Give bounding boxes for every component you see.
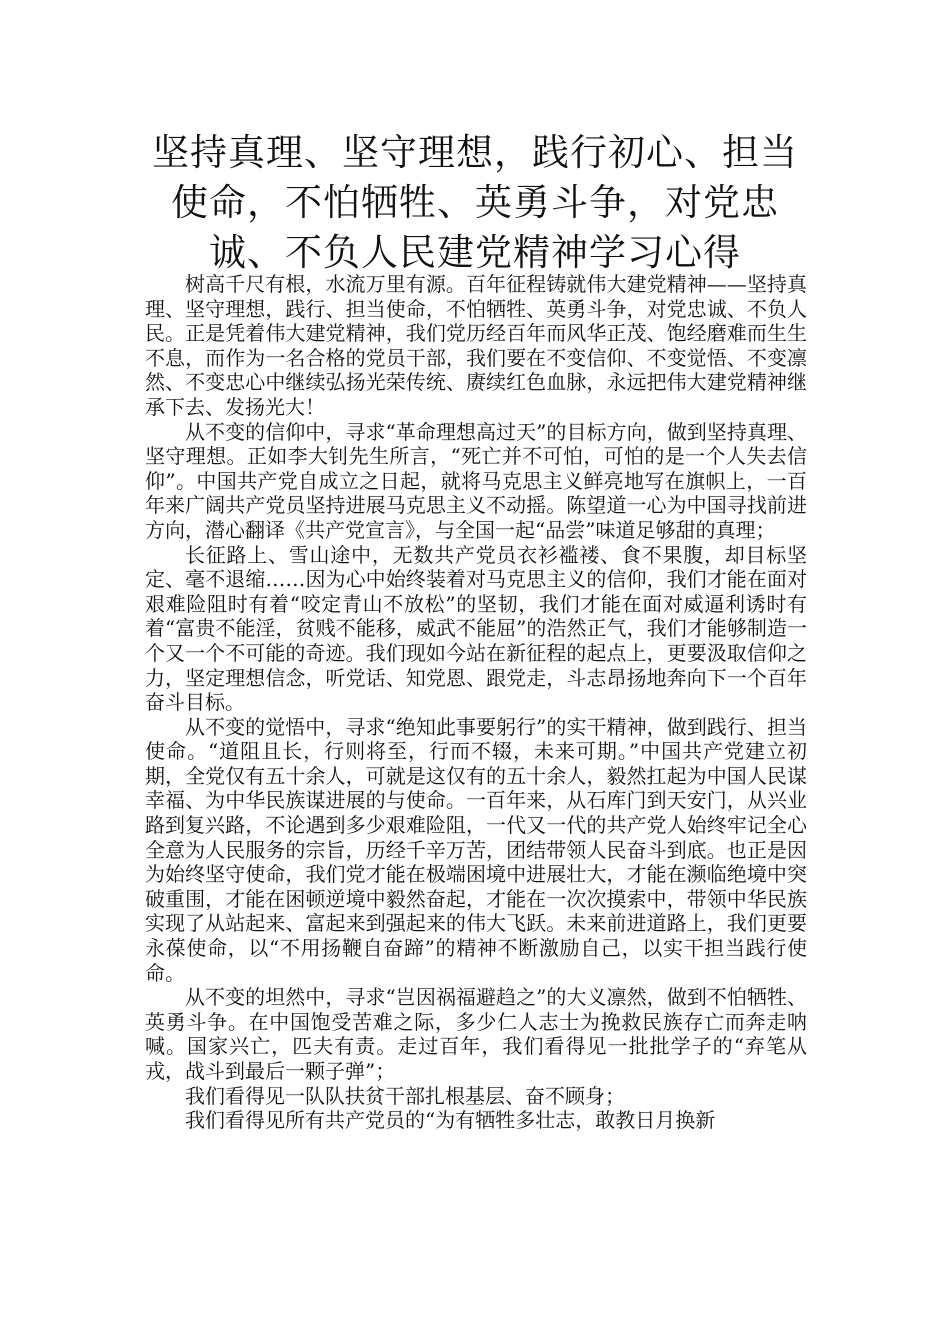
document-body <box>145 272 807 1133</box>
paragraph: 从不变的坦然中，寻求“岂因祸福避趋之”的大义凛然，做到不怕牺牲、英勇斗争。在中国饱受苦难之际，多少仁人志士为挽救民族存亡而奔走呐喊。国家兴亡，匹夫有责。走过百年，我们看得见一批批学子的“弃笔从戎，战斗到最后一颗子弹”； <box>145 985 807 1083</box>
paragraph: 从不变的信仰中，寻求“革命理想高过天”的目标方向，做到坚持真理、坚守理想。正如李大钊先生所言，“死亡并不可怕，可怕的是一个人失去信仰”。中国共产党自成立之日起，就将马克思主义鲜亮地写在旗帜上，一百年来广阔共产党员坚持进展马克思主义不动摇。陈望道一心为中国寻找前进方向，潜心翻译《共产党宣言》，与全国一起“品尝”味道足够甜的真理； <box>145 419 807 542</box>
paragraph: 我们看得见所有共产党员的“为有牺牲多壮志，敢教日月换新 <box>185 1108 716 1133</box>
document-title: 坚持真理、坚守理想，践行初心、担当使命，不怕牺牲、英勇斗争，对党忠诚、不负人民建党精神学习心得 <box>152 131 798 274</box>
paragraph: 长征路上、雪山途中，无数共产党员衣衫褴褛、食不果腹，却目标坚定、毫不退缩……因为心中始终装着对马克思主义的信仰，我们才能在面对艰难险阻时有着“咬定青山不放松”的坚韧，我们才能在面对威逼利诱时有着“富贵不能淫，贫贱不能移，威武不能屈”的浩然正气，我们才能够制造一个又一个不可能的奇迹。我们现如今站在新征程的起点上，更要汲取信仰之力，坚定理想信念，听党话、知党恩、跟党走，斗志昂扬地奔向下一个百年奋斗目标。 <box>145 542 807 715</box>
paragraph: 树高千尺有根，水流万里有源。百年征程铸就伟大建党精神——坚持真理、坚守理想，践行、担当使命，不怕牺牲、英勇斗争，对党忠诚、不负人民。正是凭着伟大建党精神，我们党历经百年而风华正茂、饱经磨难而生生不息，而作为一名合格的党员干部，我们要在不变信仰、不变觉悟、不变凛然、不变忠心中继续弘扬光荣传统、赓续红色血脉，永远把伟大建党精神继承下去、发扬光大！ <box>145 272 807 419</box>
paragraph: 我们看得见一队队扶贫干部扎根基层、奋不顾身； <box>185 1083 625 1108</box>
paragraph: 从不变的觉悟中，寻求“绝知此事要躬行”的实干精神，做到践行、担当使命。“道阻且长，行则将至，行而不辍，未来可期。”中国共产党建立初期，全党仅有五十余人，可就是这仅有的五十余人，毅然扛起为中国人民谋幸福、为中华民族谋进展的与使命。一百年来，从石库门到天安门，从兴业路到复兴路，不论遇到多少艰难险阻，一代又一代的共产党人始终牢记全心全意为人民服务的宗旨，历经千辛万苦，团结带领人民奋斗到底。也正是因为始终坚守使命，我们党才能在极端困境中进展壮大，才能在濒临绝境中突破重围，才能在困顿逆境中毅然奋起，才能在一次次摸索中，带领中华民族实现了从站起来、富起来到强起来的伟大飞跃。未来前进道路上，我们更要永葆使命，以“不用扬鞭自奋蹄”的精神不断激励自己，以实干担当践行使命。 <box>145 714 807 985</box>
